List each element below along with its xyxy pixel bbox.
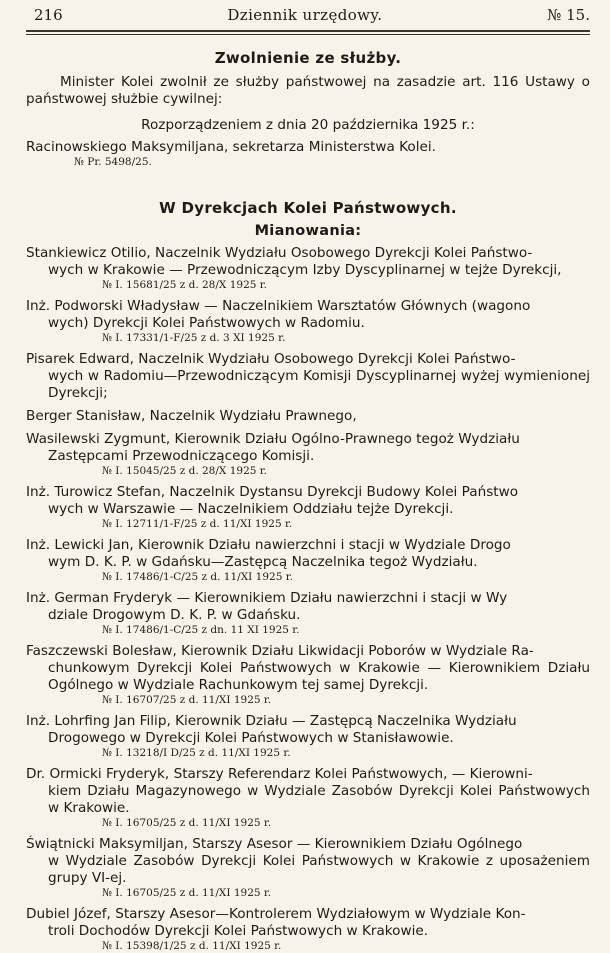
- reference-number: № I. 12711/1-F/25 z d. 11/XI 1925 r.: [102, 518, 293, 530]
- entry-continuation: Drogowego w Dyrekcji Kolei Państwowych w Stanisławowie.: [48, 730, 454, 746]
- entry-first-line: Inż. Lewicki Jan, Kierownik Działu nawierzchni i stacji w Wydziale Drogo: [26, 537, 511, 553]
- entry-continuation: Zastępcami Przewodniczącego Komisji.: [48, 448, 315, 464]
- appointment-entry: [26, 643, 590, 707]
- appointment-entry: [26, 351, 590, 402]
- entry-first-line: Inż. Lohrfing Jan Filip, Kierownik Działu — Zastępcą Naczelnika Wydziału: [26, 713, 517, 729]
- dismissal-intro: Minister Kolei zwolnił ze służby państwowej na zasadzie art. 116 Ustawy o państwowej służbie cywilnej:: [26, 74, 590, 107]
- appointment-entry: [26, 298, 590, 345]
- entry-first-line: Wasilewski Zygmunt, Kierownik Działu Ogólno-Prawnego tegoż Wydziału: [26, 431, 520, 447]
- header-rule: [26, 30, 590, 32]
- reference-number: № I. 17486/1-C/25 z dn. 11 XI 1925 r.: [102, 624, 300, 636]
- reference-number: № I. 17331/1-F/25 z d. 3 XI 1925 r.: [102, 332, 286, 344]
- page-header: [26, 0, 590, 24]
- section-title-dismissal: Zwolnienie ze służby.: [214, 49, 402, 67]
- section-title-directorates: W Dyrekcjach Kolei Państwowych.: [159, 199, 457, 217]
- entry-first-line: Stankiewicz Otilio, Naczelnik Wydziału Osobowego Dyrekcji Kolei Państwo-: [26, 245, 533, 261]
- entry-first-line: Pisarek Edward, Naczelnik Wydziału Osobowego Dyrekcji Kolei Państwo-: [26, 351, 516, 367]
- reference-number: № I. 16705/25 z d. 11/XI 1925 r.: [102, 887, 272, 899]
- reference-number: № I. 16707/25 z d. 11/XI 1925 r.: [102, 694, 272, 706]
- subsection-title-appointments: Mianowania:: [254, 223, 362, 239]
- dismissed-person: Racinowskiego Maksymiljana, sekretarza Ministerstwa Kolei.: [26, 139, 436, 155]
- header-rule-thin: [26, 34, 590, 35]
- entry-continuation: chunkowym Dyrekcji Kolei Państwowych w Krakowie — Kierownikiem Działu Ogólnego w Wydziale Rachunkowym tej samej Dyrekcji.: [48, 660, 590, 693]
- entry-first-line: Dubiel Józef, Starszy Asesor—Kontrolerem Wydziałowym w Wydziale Kon-: [26, 906, 526, 922]
- entry-continuation: wych w Radomiu—Przewodniczącym Komisji Dyscyplinarnej wyżej wymienionej Dyrekcji;: [48, 368, 590, 401]
- appointment-entry: [26, 836, 590, 900]
- entry-continuation: wych w Krakowie — Przewodniczącym Izby Dyscyplinarnej w tejże Dyrekcji,: [48, 262, 562, 278]
- appointment-entry: [26, 408, 590, 425]
- entry-continuation: dziale Drogowym D. K. P. w Gdańsku.: [48, 607, 301, 623]
- entry-continuation: kiem Działu Magazynowego w Wydziale Zasobów Dyrekcji Kolei Państwowych w Krakowie.: [48, 783, 590, 816]
- reference-number: № I. 15045/25 z d. 28/X 1925 r.: [102, 465, 267, 477]
- appointment-entry: [26, 484, 590, 531]
- entry-continuation: wych) Dyrekcji Kolei Państwowych w Radomiu.: [48, 315, 365, 331]
- entry-continuation: w Wydziale Zasobów Dyrekcji Kolei Państwowych w Krakowie z uposażeniem grupy VI-ej.: [48, 853, 590, 886]
- entry-first-line: Berger Stanisław, Naczelnik Wydziału Prawnego,: [26, 408, 357, 424]
- appointment-list: [26, 245, 590, 953]
- entry-continuation: wym D. K. P. w Gdańsku—Zastępcą Naczelnika tegoż Wydziału.: [48, 554, 478, 570]
- entry-first-line: Inż. German Fryderyk — Kierownikiem Działu nawierzchni i stacji w Wy: [26, 590, 508, 606]
- entry-first-line: Faszczewski Bolesław, Kierownik Działu Likwidacji Poborów w Wydziale Ra-: [26, 643, 534, 659]
- reference-number: № I. 15681/25 z d. 28/X 1925 r.: [102, 279, 267, 291]
- reference-number: № Pr. 5498/25.: [74, 156, 152, 168]
- entry-first-line: Dr. Ormicki Fryderyk, Starszy Referendarz Kolei Państwowych, — Kierowni-: [26, 766, 533, 782]
- appointment-entry: [26, 431, 590, 478]
- reference-number: № I. 15398/1/25 z d. 11/XI 1925 r.: [102, 940, 282, 952]
- entry-first-line: Świątnicki Maksymiljan, Starszy Asesor — Kierownikiem Działu Ogólnego: [26, 836, 523, 852]
- entry-continuation: troli Dochodów Dyrekcji Kolei Państwowych w Krakowie.: [48, 923, 429, 939]
- appointment-entry: [26, 537, 590, 584]
- reference-number: № I. 16705/25 z d. 11/XI 1925 r.: [102, 817, 272, 829]
- issue-number: № 15.: [547, 6, 590, 24]
- reference-number: № I. 13218/I D/25 z d. 11/XI 1925 r.: [102, 747, 291, 759]
- page-number: 216: [34, 6, 63, 24]
- reference-number: № I. 17486/1-C/25 z d. 11/XI 1925 r.: [102, 571, 293, 583]
- appointment-entry: [26, 766, 590, 830]
- entry-first-line: Inż. Podworski Władysław — Naczelnikiem Warsztatów Głównych (wagono: [26, 298, 531, 314]
- appointment-entry: [26, 245, 590, 292]
- decree-line: Rozporządzeniem z dnia 20 października 1925 r.:: [141, 117, 475, 133]
- journal-title: Dziennik urzędowy.: [227, 6, 383, 24]
- entry-first-line: Inż. Turowicz Stefan, Naczelnik Dystansu Dyrekcji Budowy Kolei Państwo: [26, 484, 519, 500]
- appointment-entry: [26, 906, 590, 953]
- appointment-entry: [26, 713, 590, 760]
- appointment-entry: [26, 590, 590, 637]
- entry-continuation: wych w Warszawie — Naczelnikiem Oddziału tejże Dyrekcji.: [48, 501, 454, 517]
